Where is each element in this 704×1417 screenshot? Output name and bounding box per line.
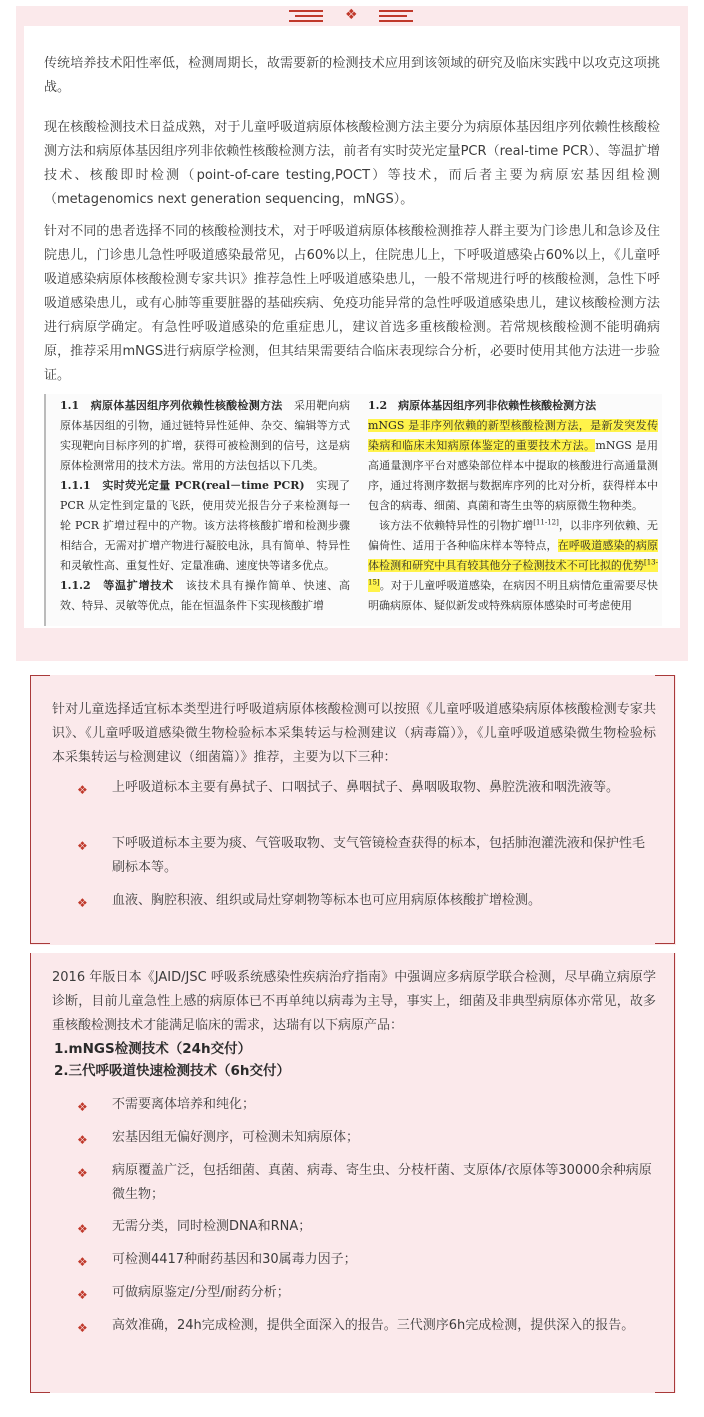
bullet-icon: ❖: [77, 783, 88, 797]
frame-bottom-right-tick-2: [655, 1392, 675, 1393]
paper-text-1-2a: mNGS 是用高通量测序平台对感染部位样本中提取的核酸进行高通量测序，通过将测序数据与数据库序列的比对分析，获得样本中包含的病毒、细菌、真菌和寄生虫等的病原微生物种类。: [368, 439, 659, 512]
paper-text-1-2c: ，以非序列依赖、无偏倚性、适用于各种临床样本等特点，: [368, 519, 659, 552]
bullet-icon: ❖: [77, 1288, 88, 1302]
paragraph-nucleic-acid-methods: 现在核酸检测技术日益成熟，对于儿童呼吸道病原体核酸检测方法主要分为病原体基因组序列依赖性核酸检测方法和病原体基因组序列非依赖性核酸检测方法，前者有实时荧光定量PCR（real-time PCR）、等温扩增技术、核酸即时检测（point-of-care testing,POCT）等技术，而后者主要为病原宏基因组检测（metagenomics next generation sequencing，mNGS）。: [44, 120, 660, 207]
paper-ref-1: [11-12]: [533, 518, 559, 527]
paper-text-1-2b: 该方法不依赖特异性的引物扩增: [368, 519, 534, 532]
frame-top-left-tick: [30, 675, 50, 676]
feature-item-3: 病原覆盖广泛，包括细菌、真菌、病毒、寄生虫、分枝杆菌、支原体/衣原体等30000余种病原微生物；: [112, 1163, 652, 1202]
feature-item-1: 不需要离体培养和纯化；: [112, 1097, 256, 1112]
paper-text-1-1-1: 实现了 PCR 从定性到定量的飞跃，使用荧光报告分子来检测每一轮 PCR 扩增过程中的产物。该方法将核酸扩增和检测步骤相结合，无需对扩增产物进行凝胶电泳，具有简单、特异性和灵敏性高、重复性好、定量准确、速度快等诸多优点。: [60, 479, 350, 572]
frame-left-line: [30, 675, 31, 943]
frame-top-right-tick: [655, 675, 675, 676]
product-third-gen-heading: 2.三代呼吸道快速检测技术（6h交付）: [54, 1063, 291, 1079]
bullet-icon: ❖: [77, 839, 88, 853]
bullet-icon: ❖: [77, 1100, 88, 1114]
feature-item-7: 高效准确，24h完成检测，提供全面深入的报告。三代测序6h完成检测，提供深入的报告。: [112, 1318, 635, 1333]
frame-bottom-left-tick: [30, 943, 50, 944]
frame-right-line-2: [674, 953, 675, 1393]
paper-text-1-1: 采用靶向病原体基因组的引物，通过链特异性延伸、杂交、编辑等方式实现靶向目标序列的扩增，获得可被检测到的信号，这是病原体检测常用的技术方法。常用的方法包括以下几类。: [60, 399, 351, 472]
paper-heading-1-2: 1.2 病原体基因组序列非依赖性核酸检测方法: [368, 399, 597, 412]
section-divider-ornament: [289, 6, 415, 24]
bullet-icon: ❖: [77, 896, 88, 910]
bullet-icon: ❖: [77, 1133, 88, 1147]
feature-item-2: 宏基因组无偏好测序，可检测未知病原体；: [112, 1130, 360, 1145]
paper-highlight-2-text: 在呼吸道感染的病原体检测和研究中具有较其他分子检测技术不可比拟的优势: [368, 539, 658, 572]
feature-item-6: 可做病原鉴定/分型/耐药分析；: [112, 1285, 290, 1300]
frame-right-line: [674, 675, 675, 943]
specimen-item-2: 下呼吸道标本主要为痰、气管吸取物、支气管镜检查获得的标本，包括肺泡灌洗液和保护性毛刷标本等。: [112, 836, 646, 875]
specimen-item-1: 上呼吸道标本主要有鼻拭子、口咽拭子、鼻咽拭子、鼻咽吸取物、鼻腔洗液和咽洗液等。: [112, 780, 620, 795]
paper-heading-1-1: 1.1 病原体基因组序列依赖性核酸检测方法: [60, 399, 283, 412]
frame-left-line-2: [30, 953, 31, 1393]
paper-excerpt: [44, 394, 662, 626]
paper-highlight-1: mNGS 是非序列依赖的新型核酸检测方法，是新发突发传染病和临床未知病原体鉴定的重要技术方法。: [368, 419, 658, 452]
paragraph-patient-selection: 针对不同的患者选择不同的核酸检测技术，对于呼吸道病原体核酸检测推荐人群主要为门诊患儿和急诊及住院患儿，门诊患儿急性呼吸道感染最常见，占60%以上，住院患儿上，下呼吸道感染占60%以上，《儿童呼吸道感染病原体核酸检测专家共识》推荐急性上呼吸道感染患儿，一般不常规进行呼的核酸检测，急性下呼吸道感染患儿，或有心肺等重要脏器的基础疾病、免疫功能异常的急性呼吸道感染患儿，建议核酸检测方法进行病原学确定。有急性呼吸道感染的危重症患儿，建议首选多重核酸检测。若常规核酸检测不能明确病原，推荐采用mNGS进行病原学检测，但其结果需要结合临床表现综合分析，必要时使用其他方法进一步验证。: [44, 224, 660, 383]
bullet-icon: ❖: [77, 1166, 88, 1180]
paper-heading-1-1-2: 1.1.2 等温扩增技术: [60, 579, 174, 592]
feature-item-4: 无需分类，同时检测DNA和RNA；: [112, 1219, 312, 1234]
frame-bottom-left-tick-2: [30, 1392, 50, 1393]
paper-text-1-1-2: 该技术具有操作简单、快速、高效、特异、灵敏等优点，能在恒温条件下实现核酸扩增: [60, 579, 351, 612]
diamond-ornament-icon: ❖: [345, 7, 358, 23]
product-mngs-heading: 1.mNGS检测技术（24h交付）: [54, 1041, 252, 1057]
paper-left-column: [60, 396, 350, 616]
feature-item-5: 可检测4417种耐药基因和30属毒力因子；: [112, 1252, 357, 1267]
paper-text-1-2d: 。对于儿童呼吸道感染，在病因不明且病情危重需要尽快明确病原体、疑似新发或特殊病原体感染时可考虑使用: [368, 579, 658, 612]
bullet-icon: ❖: [77, 1321, 88, 1335]
specimen-item-3: 血液、胸腔积液、组织或局灶穿刺物等标本也可应用病原体核酸扩增检测。: [112, 893, 542, 908]
frame-bottom-right-tick: [655, 943, 675, 944]
bullet-icon: ❖: [77, 1255, 88, 1269]
specimen-intro: 针对儿童选择适宜标本类型进行呼吸道病原体核酸检测可以按照《儿童呼吸道感染病原体核酸检测专家共识》、《儿童呼吸道感染微生物检验标本采集转运与检测建议（病毒篇）》，《儿童呼吸道感染微生物检验标本采集转运与检测建议（细菌篇）》推荐，主要为以下三种：: [52, 702, 656, 765]
paragraph-culture-limitation: 传统培养技术阳性率低，检测周期长，故需要新的检测技术应用到该领域的研究及临床实践中以攻克这项挑战。: [44, 56, 660, 95]
paper-right-column: [368, 396, 658, 616]
bullet-icon: ❖: [77, 1222, 88, 1236]
guideline-intro: 2016 年版日本《JAID/JSC 呼吸系统感染性疾病治疗指南》中强调应多病原学联合检测，尽早确立病原学诊断，目前儿童急性上感的病原体已不再单纯以病毒为主导，事实上，细菌及非典型病原体亦常见，故多重核酸检测技术才能满足临床的需求，达瑞有以下病原产品：: [52, 970, 656, 1033]
paper-ref-2: [13-15]: [368, 558, 658, 587]
paper-heading-1-1-1: 1.1.1 实时荧光定量 PCR(real－time PCR): [60, 479, 305, 492]
